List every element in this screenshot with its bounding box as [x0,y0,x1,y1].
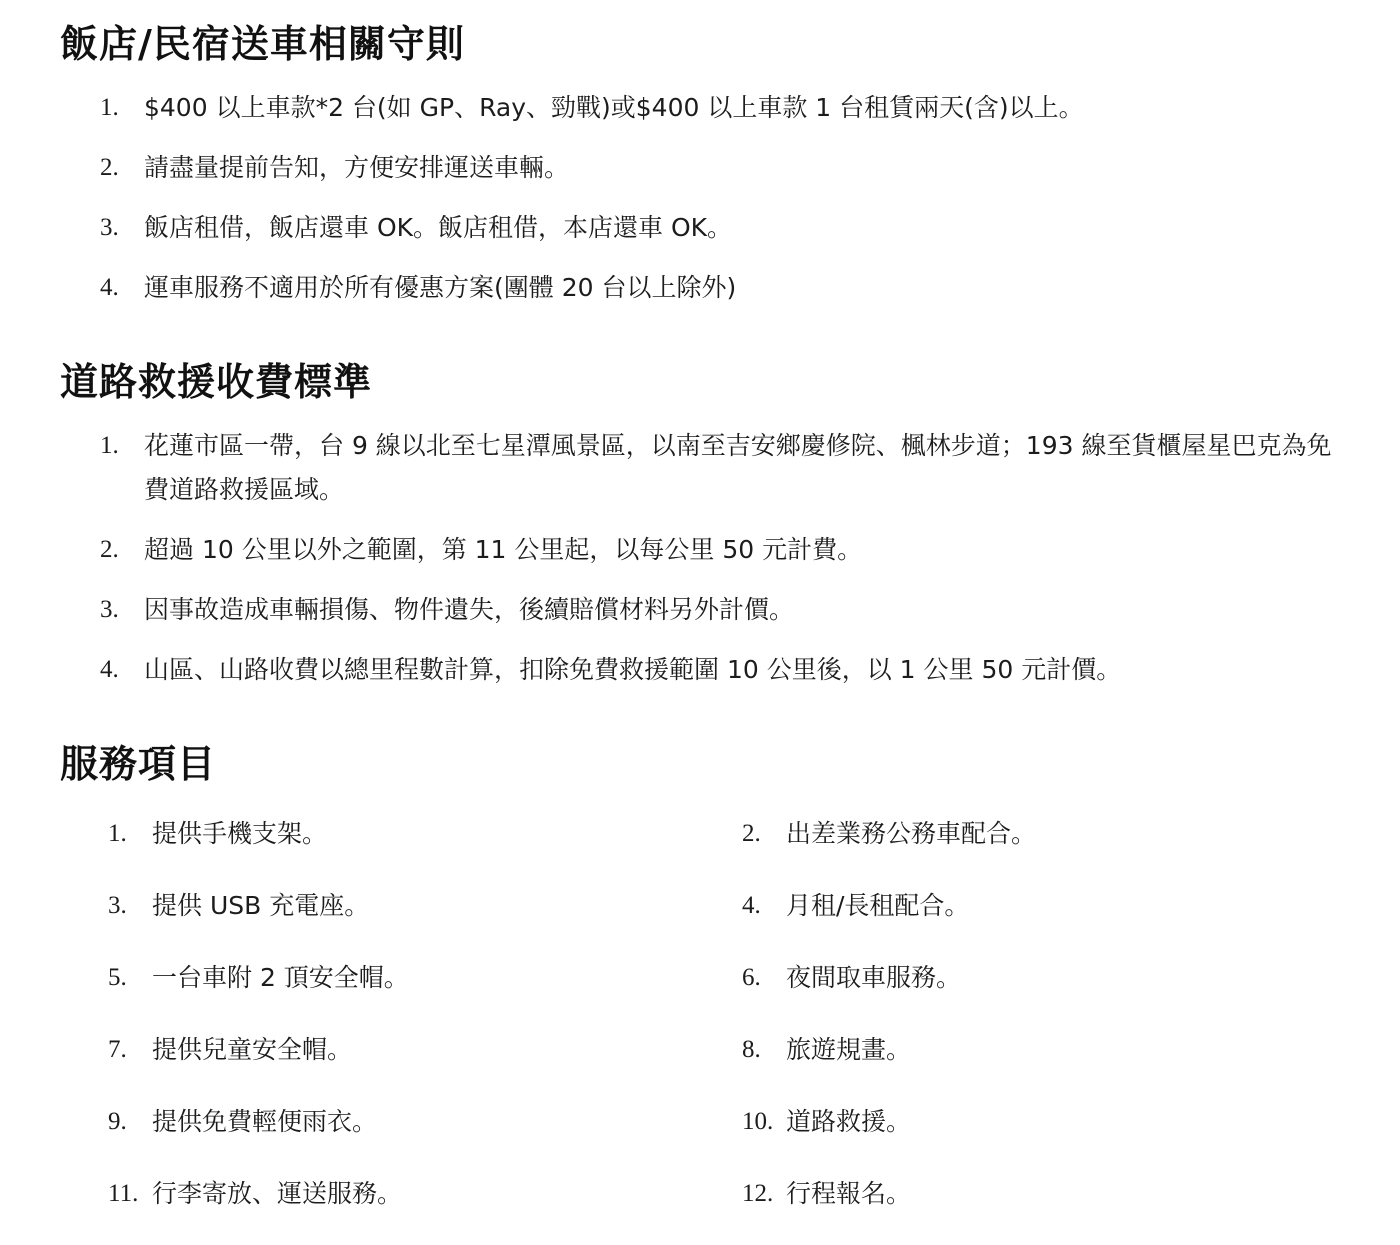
item-number: 12. [742,1180,774,1207]
services-grid [108,812,1348,1244]
rescue-fees-list [100,424,1340,692]
list-item [100,588,1340,632]
item-number: 4. [100,656,119,683]
item-text: 超過 10 公里以外之範圍，第 11 公里起，以每公里 50 元計費。 [144,535,863,564]
item-text: 運車服務不適用於所有優惠方案(團體 20 台以上除外) [144,273,737,302]
item-number: 2. [742,820,761,847]
item-number: 4. [100,274,119,301]
item-text: 道路救援。 [786,1107,912,1136]
item-number: 10. [742,1108,774,1135]
item-text: $400 以上車款*2 台(如 GP、Ray、勁戰)或$400 以上車款 1 台租賃兩天(含)以上。 [144,93,1084,122]
service-item [742,884,1342,956]
item-text: 請盡量提前告知，方便安排運送車輛。 [144,153,570,182]
item-number: 5. [108,964,127,991]
services-title: 服務項目 [60,742,217,786]
item-text: 飯店租借，飯店還車 OK。飯店租借，本店還車 OK。 [144,213,733,242]
service-item [742,812,1342,884]
item-number: 7. [108,1036,127,1063]
service-item [108,1028,742,1100]
item-number: 9. [108,1108,127,1135]
service-item [108,956,742,1028]
item-text: 旅遊規畫。 [786,1035,912,1064]
item-text: 山區、山路收費以總里程數計算，扣除免費救援範圍 10 公里後，以 1 公里 50 元計價。 [144,655,1122,684]
item-text: 因事故造成車輛損傷、物件遺失，後續賠償材料另外計價。 [144,595,795,624]
item-number: 2. [100,154,119,181]
service-item [108,884,742,956]
item-number: 4. [742,892,761,919]
item-number: 11. [108,1180,139,1207]
item-number: 1. [108,820,127,847]
service-item [108,1100,742,1172]
item-text: 行程報名。 [786,1179,912,1208]
item-text: 出差業務公務車配合。 [786,819,1037,848]
delivery-rules-list [100,86,1340,310]
item-text: 提供手機支架。 [152,819,328,848]
item-text: 花蓮市區一帶，台 9 線以北至七星潭風景區，以南至吉安鄉慶修院、楓林步道；193 線至貨櫃屋星巴克為免費道路救援區域。 [144,431,1332,504]
item-number: 2. [100,536,119,563]
item-number: 3. [108,892,127,919]
item-text: 月租/長租配合。 [786,891,970,920]
item-text: 提供 USB 充電座。 [152,891,370,920]
service-item [108,1172,742,1244]
item-text: 提供兒童安全帽。 [152,1035,353,1064]
delivery-rules-title: 飯店/民宿送車相關守則 [60,22,465,66]
service-item [108,812,742,884]
list-item [100,528,1340,572]
list-item [100,86,1340,130]
item-number: 3. [100,596,119,623]
item-text: 夜間取車服務。 [786,963,962,992]
item-number: 8. [742,1036,761,1063]
service-item [742,1100,1342,1172]
service-item [742,1028,1342,1100]
list-item [100,206,1340,250]
item-text: 一台車附 2 頂安全帽。 [152,963,409,992]
list-item [100,648,1340,692]
item-number: 1. [100,432,119,459]
item-number: 3. [100,214,119,241]
service-item [742,1172,1342,1244]
list-item [100,266,1340,310]
item-number: 6. [742,964,761,991]
item-text: 提供免費輕便雨衣。 [152,1107,378,1136]
service-item [742,956,1342,1028]
rescue-fees-title: 道路救援收費標準 [60,360,373,404]
list-item [100,424,1340,512]
item-number: 1. [100,94,119,121]
list-item [100,146,1340,190]
item-text: 行李寄放、運送服務。 [152,1179,403,1208]
